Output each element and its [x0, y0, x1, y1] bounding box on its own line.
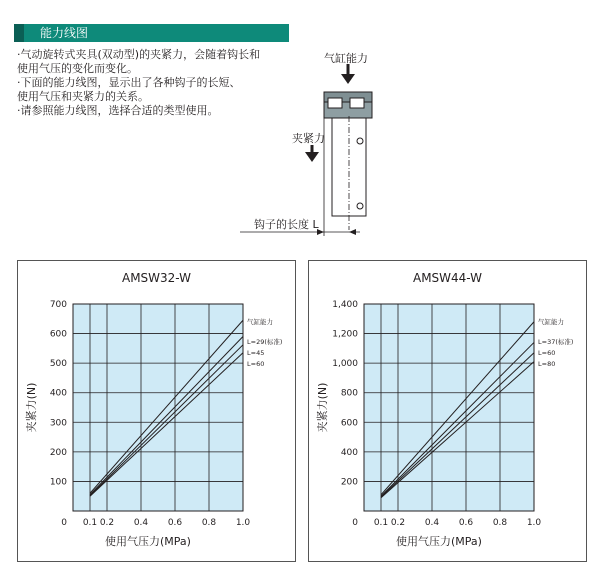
series-label: L=37(标准) — [538, 338, 574, 346]
header-accent — [14, 24, 24, 42]
x-tick-label: 0.2 — [99, 518, 115, 528]
y-tick-label: 500 — [49, 359, 67, 370]
y-tick-label: 400 — [49, 388, 67, 399]
clamp-diagram — [240, 50, 380, 240]
y-tick-label: 200 — [49, 447, 67, 458]
y-tick-label: 400 — [340, 447, 358, 458]
series-label: L=29(标准) — [247, 338, 283, 346]
x-tick-label: 0.4 — [133, 518, 149, 528]
cylinder-force-arrow — [341, 64, 355, 84]
x-tick-label: 0.4 — [424, 518, 440, 528]
x-tick-label: 0.8 — [201, 518, 217, 528]
chart-title: AMSW44-W — [412, 271, 483, 285]
description-line: 使用气压的变化而变化。 — [17, 62, 138, 75]
y-tick-label: 300 — [49, 418, 67, 429]
y-tick-label: 1,400 — [332, 300, 358, 310]
y-tick-label: 700 — [49, 300, 67, 310]
series-label: L=80 — [538, 360, 556, 368]
series-label: L=60 — [247, 360, 265, 368]
y-axis-label: 夹紧力(N) — [25, 382, 38, 433]
origin-label: 0 — [61, 518, 67, 528]
plot-area — [73, 304, 243, 511]
section-header — [14, 24, 289, 42]
y-tick-label: 600 — [340, 418, 358, 429]
description-line: ·气动旋转式夹具(双动型)的夹紧力，会随着钩长和 — [17, 48, 261, 61]
origin-label: 0 — [352, 518, 358, 528]
y-tick-label: 800 — [340, 388, 358, 399]
y-tick-label: 600 — [49, 329, 67, 340]
description-line: ·请参照能力线图，选择合适的类型使用。 — [17, 104, 219, 117]
section-title: 能力线图 — [40, 26, 89, 40]
x-tick-label: 0.1 — [373, 518, 389, 528]
series-label: L=45 — [247, 349, 265, 357]
x-axis-label: 使用气压力(MPa) — [396, 535, 482, 548]
x-axis-label: 使用气压力(MPa) — [105, 535, 191, 548]
plot-area — [364, 304, 534, 511]
description-line: ·下面的能力线图，显示出了各种钩子的长短、 — [17, 76, 241, 89]
series-label: L=60 — [538, 349, 556, 357]
clamp-arm — [324, 92, 372, 118]
x-tick-label: 0.1 — [82, 518, 98, 528]
x-tick-label: 0.8 — [492, 518, 508, 528]
x-tick-label: 0.6 — [458, 518, 474, 528]
y-axis-label: 夹紧力(N) — [316, 382, 329, 433]
x-tick-label: 0.2 — [390, 518, 406, 528]
chart-title: AMSW32-W — [121, 271, 192, 285]
cylinder-body — [332, 116, 366, 230]
y-tick-label: 1,200 — [332, 329, 358, 340]
chart-panel-amsw32 — [17, 260, 296, 562]
y-tick-label: 100 — [49, 477, 67, 488]
x-tick-label: 1.0 — [526, 518, 542, 528]
chart-amsw44-w — [309, 261, 586, 561]
cylinder-force-label: 气缸能力 — [324, 52, 368, 65]
x-tick-label: 0.6 — [167, 518, 183, 528]
series-label: 气缸能力 — [538, 318, 564, 326]
chart-panel-amsw44 — [308, 260, 587, 562]
clamp-force-arrow — [305, 145, 319, 162]
y-tick-label: 200 — [340, 477, 358, 488]
hook-length-label: 钩子的长度 L — [254, 218, 319, 231]
series-label: 气缸能力 — [247, 318, 273, 326]
y-tick-label: 1,000 — [332, 359, 358, 370]
x-tick-label: 1.0 — [235, 518, 251, 528]
chart-amsw32-w — [18, 261, 295, 561]
clamp-force-label: 夹紧力 — [292, 132, 325, 145]
description-line: 使用气压和夹紧力的关系。 — [17, 90, 149, 103]
